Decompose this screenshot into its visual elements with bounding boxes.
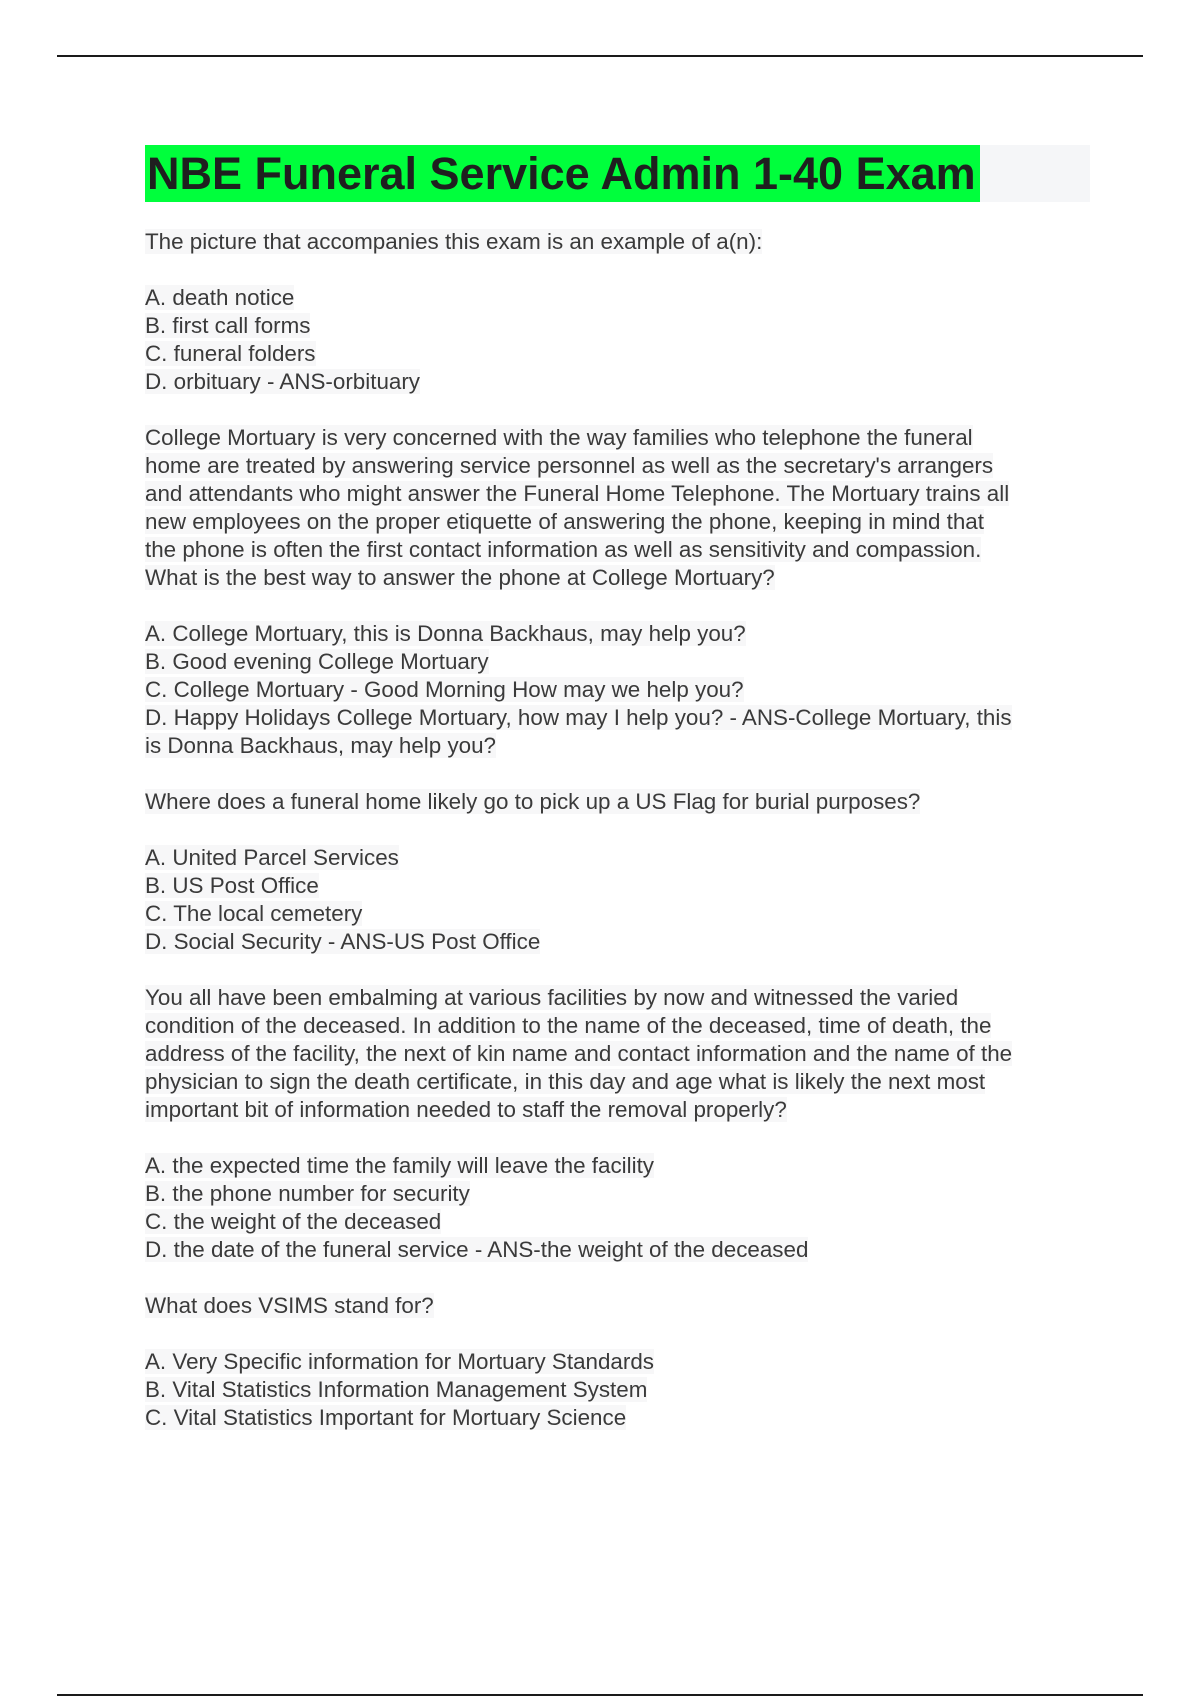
question-line: The picture that accompanies this exam is an example of a(n): — [145, 229, 763, 254]
bottom-rule — [57, 1694, 1143, 1696]
question-line: Where does a funeral home likely go to pick up a US Flag for burial purposes? — [145, 789, 921, 814]
answer-option: B. first call forms — [145, 313, 311, 338]
answer-option: D. the date of the funeral service - ANS-the weight of the deceased — [145, 1237, 809, 1262]
answer-option: A. death notice — [145, 285, 295, 310]
question-text — [145, 788, 1090, 816]
question-2 — [145, 424, 1090, 760]
answer-option: D. Happy Holidays College Mortuary, how may I help you? - ANS-College Mortuary, this — [145, 705, 1012, 730]
question-line: address of the facility, the next of kin name and contact information and the name of the — [145, 1041, 1013, 1066]
answer-option: is Donna Backhaus, may help you? — [145, 733, 496, 758]
answer-option: A. College Mortuary, this is Donna Backhaus, may help you? — [145, 621, 746, 646]
answer-options — [145, 284, 1090, 396]
answer-option: A. the expected time the family will leave the facility — [145, 1153, 654, 1178]
question-3 — [145, 788, 1090, 956]
title-bar — [145, 145, 1090, 202]
question-text — [145, 984, 1090, 1124]
question-5 — [145, 1292, 1090, 1432]
answer-option: D. orbituary - ANS-orbituary — [145, 369, 420, 394]
answer-option: B. the phone number for security — [145, 1181, 470, 1206]
answer-option: A. Very Specific information for Mortuary Standards — [145, 1349, 654, 1374]
question-text — [145, 424, 1090, 592]
question-line: What is the best way to answer the phone at College Mortuary? — [145, 565, 775, 590]
question-line: What does VSIMS stand for? — [145, 1293, 434, 1318]
answer-option: D. Social Security - ANS-US Post Office — [145, 929, 541, 954]
question-line: You all have been embalming at various facilities by now and witnessed the varied — [145, 985, 959, 1010]
top-rule — [57, 55, 1143, 57]
question-line: College Mortuary is very concerned with the way families who telephone the funeral — [145, 425, 973, 450]
answer-options — [145, 620, 1090, 760]
document-body — [145, 145, 1090, 1460]
question-1 — [145, 228, 1090, 396]
answer-option: C. The local cemetery — [145, 901, 363, 926]
answer-option: C. funeral folders — [145, 341, 316, 366]
question-line: new employees on the proper etiquette of answering the phone, keeping in mind that — [145, 509, 984, 534]
question-text — [145, 228, 1090, 256]
question-line: physician to sign the death certificate, in this day and age what is likely the next most — [145, 1069, 986, 1094]
answer-option: C. Vital Statistics Important for Mortuary Science — [145, 1405, 627, 1430]
answer-option: C. the weight of the deceased — [145, 1209, 442, 1234]
answer-option: B. Vital Statistics Information Management System — [145, 1377, 648, 1402]
question-4 — [145, 984, 1090, 1264]
question-line: the phone is often the first contact information as well as sensitivity and compassion. — [145, 537, 982, 562]
answer-option: C. College Mortuary - Good Morning How may we help you? — [145, 677, 744, 702]
question-line: important bit of information needed to staff the removal properly? — [145, 1097, 787, 1122]
question-line: and attendants who might answer the Funeral Home Telephone. The Mortuary trains all — [145, 481, 1010, 506]
answer-options — [145, 844, 1090, 956]
answer-option: A. United Parcel Services — [145, 845, 399, 870]
document-title: NBE Funeral Service Admin 1-40 Exam — [145, 145, 980, 202]
answer-option: B. US Post Office — [145, 873, 319, 898]
answer-option: B. Good evening College Mortuary — [145, 649, 489, 674]
question-line: home are treated by answering service personnel as well as the secretary's arrangers — [145, 453, 994, 478]
question-text — [145, 1292, 1090, 1320]
answer-options — [145, 1348, 1090, 1432]
question-line: condition of the deceased. In addition to the name of the deceased, time of death, the — [145, 1013, 992, 1038]
answer-options — [145, 1152, 1090, 1264]
